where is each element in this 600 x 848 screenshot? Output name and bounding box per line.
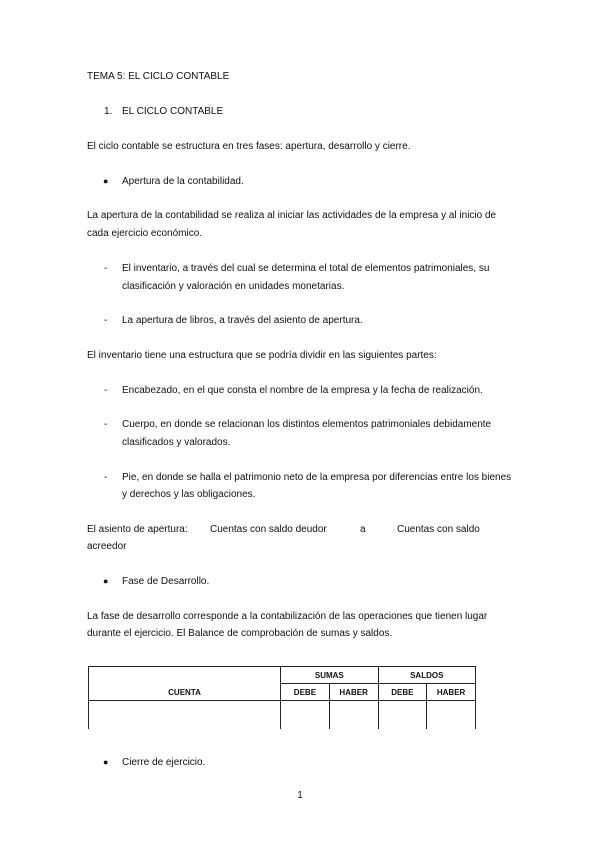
header-sumas-haber: HABER xyxy=(329,684,378,701)
section-title: EL CICLO CONTABLE xyxy=(122,106,224,117)
header-sumas-debe: DEBE xyxy=(281,684,330,701)
inventory-part-footer-line1: Pie, en donde se halla el patrimonio neto de la empresa por diferencias entre los bienes xyxy=(122,472,512,483)
phase1-title: Apertura de la contabilidad. xyxy=(122,176,244,187)
phase2-title: Fase de Desarrollo. xyxy=(122,576,210,587)
phase1-paragraph-line1: La apertura de la contabilidad se realiza al iniciar las actividades de la empresa y al inicio de xyxy=(87,210,497,221)
inventory-part-body-line1: Cuerpo, en donde se relacionan los distintos elementos patrimoniales debidamente xyxy=(122,419,492,430)
page-number: 1 xyxy=(297,790,303,801)
asiento-a: a xyxy=(360,524,366,535)
inventory-part-header: Encabezado, en el que consta el nombre de la empresa y la fecha de realización. xyxy=(122,385,483,396)
asiento-debit: Cuentas con saldo deudor xyxy=(210,524,327,535)
dash-icon: - xyxy=(104,419,108,430)
dash-icon: - xyxy=(104,385,108,396)
table-cell xyxy=(378,701,427,730)
dash-icon: - xyxy=(104,315,108,326)
header-cuenta: CUENTA xyxy=(89,667,281,701)
header-saldos-debe: DEBE xyxy=(378,684,427,701)
header-saldos-haber: HABER xyxy=(427,684,476,701)
intro-paragraph: El ciclo contable se estructura en tres fases: apertura, desarrollo y cierre. xyxy=(87,141,411,152)
table-cell xyxy=(89,701,281,730)
phase1-paragraph-line2: cada ejercicio económico. xyxy=(87,228,203,239)
phase2-paragraph-line2: durante el ejercicio. El Balance de comprobación de sumas y saldos. xyxy=(87,628,393,639)
bullet-icon: ● xyxy=(103,757,109,767)
phase2-paragraph-line1: La fase de desarrollo corresponde a la contabilización de las operaciones que tienen lugar xyxy=(87,611,488,622)
bullet-icon: ● xyxy=(103,176,109,186)
asiento-credit: Cuentas con saldo xyxy=(397,524,480,535)
section-number: 1. xyxy=(104,106,113,117)
asiento-credit-cont: acreedor xyxy=(87,541,127,552)
bullet-icon: ● xyxy=(103,576,109,586)
asiento-label: El asiento de apertura: xyxy=(87,524,188,535)
table-cell xyxy=(281,701,330,730)
table-cell xyxy=(427,701,476,730)
topic-title: TEMA 5: EL CICLO CONTABLE xyxy=(87,71,230,82)
inventory-part-footer-line2: y derechos y las obligaciones. xyxy=(122,489,256,500)
phase3-title: Cierre de ejercicio. xyxy=(122,757,206,768)
dash1-line1: El inventario, a través del cual se determina el total de elementos patrimoniales, su xyxy=(122,263,490,274)
dash1-line2: clasificación y valoración en unidades monetarias. xyxy=(122,281,345,292)
header-saldos: SALDOS xyxy=(378,667,475,684)
dash2-text: La apertura de libros, a través del asiento de apertura. xyxy=(122,315,363,326)
dash-icon: - xyxy=(104,472,108,483)
table-cell xyxy=(329,701,378,730)
trial-balance-table xyxy=(88,666,476,729)
header-sumas: SUMAS xyxy=(281,667,378,684)
inventory-part-body-line2: clasificados y valorados. xyxy=(122,437,231,448)
inventory-intro: El inventario tiene una estructura que se podría dividir en las siguientes partes: xyxy=(87,350,437,361)
dash-icon: - xyxy=(104,263,108,274)
